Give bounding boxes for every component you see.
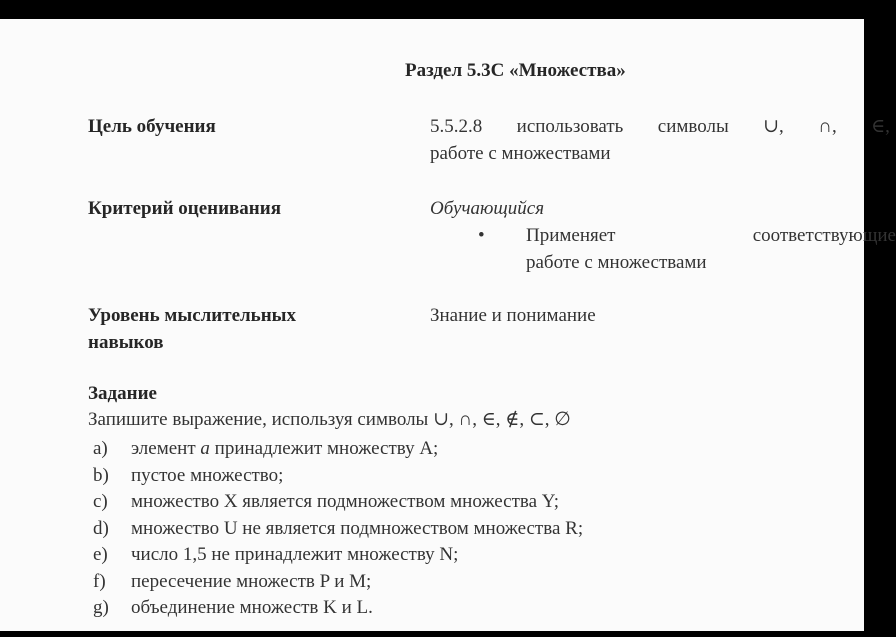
learning-goal-word: ∪, [763, 116, 784, 137]
task-item [93, 489, 583, 516]
task-item-letter: g) [93, 597, 109, 618]
task-item-letter: e) [93, 544, 108, 565]
task-item-letter: c) [93, 491, 108, 512]
learning-goal-word: 5.5.2.8 [430, 116, 483, 137]
task-item-text: множество U не является подмножеством множества R; [131, 517, 584, 539]
task-item-text: принадлежит множеству А; [209, 438, 439, 459]
criteria-bullet-text [526, 222, 896, 276]
task-item [93, 569, 583, 596]
task-list [93, 436, 583, 622]
task-item-variable: a [200, 438, 210, 459]
task-item-text: пустое множество; [131, 464, 284, 486]
learning-goal-line1 [430, 113, 890, 140]
task-item [93, 436, 583, 463]
learning-goal-line2: работе с множествами [430, 143, 611, 164]
task-item-text: число 1,5 не принадлежит множеству N; [131, 544, 459, 565]
criteria-subject: Обучающийся [430, 198, 545, 219]
task-intro: Запишите выражение, используя символы ∪, ∩, ∈, ∉, ⊂, ∅ [88, 409, 571, 430]
thinking-level-label [88, 302, 296, 356]
task-item-letter: d) [93, 517, 109, 539]
criteria-bullet-word: Применяет [526, 225, 616, 246]
criteria-label: Критерий оценивания [88, 198, 281, 219]
thinking-level-label-line2: навыков [88, 332, 164, 353]
thinking-level-value: Знание и понимание [430, 305, 596, 326]
task-item [93, 542, 583, 569]
learning-goal-value [430, 113, 890, 167]
task-item [93, 516, 583, 543]
task-item-text: элемент [131, 438, 201, 459]
learning-goal-word: использовать [516, 116, 624, 137]
bullet-icon: • [478, 225, 485, 246]
criteria-bullet-line2: работе с множествами [526, 252, 707, 273]
learning-goal-word: ∈, [871, 116, 890, 137]
task-item-text: объединение множеств K и L. [131, 597, 373, 618]
task-item-letter: f) [93, 570, 106, 592]
section-title: Раздел 5.3С «Множества» [405, 60, 626, 81]
task-item-text: множество Х является подмножеством множества Y; [131, 491, 560, 512]
criteria-bullet-word: соответствующие [752, 225, 896, 246]
task-item [93, 463, 583, 490]
task-item [93, 595, 583, 622]
task-item-text: пересечение множеств P и M; [131, 570, 372, 592]
task-item-letter: a) [93, 438, 108, 459]
learning-goal-word: символы [657, 116, 729, 137]
task-item-letter: b) [93, 464, 109, 486]
task-heading: Задание [88, 383, 157, 404]
thinking-level-label-line1: Уровень мыслительных [88, 305, 296, 326]
document-page [0, 19, 896, 631]
learning-goal-label: Цель обучения [88, 116, 216, 137]
learning-goal-word: ∩, [818, 116, 837, 137]
criteria-bullet-line1 [526, 222, 896, 249]
